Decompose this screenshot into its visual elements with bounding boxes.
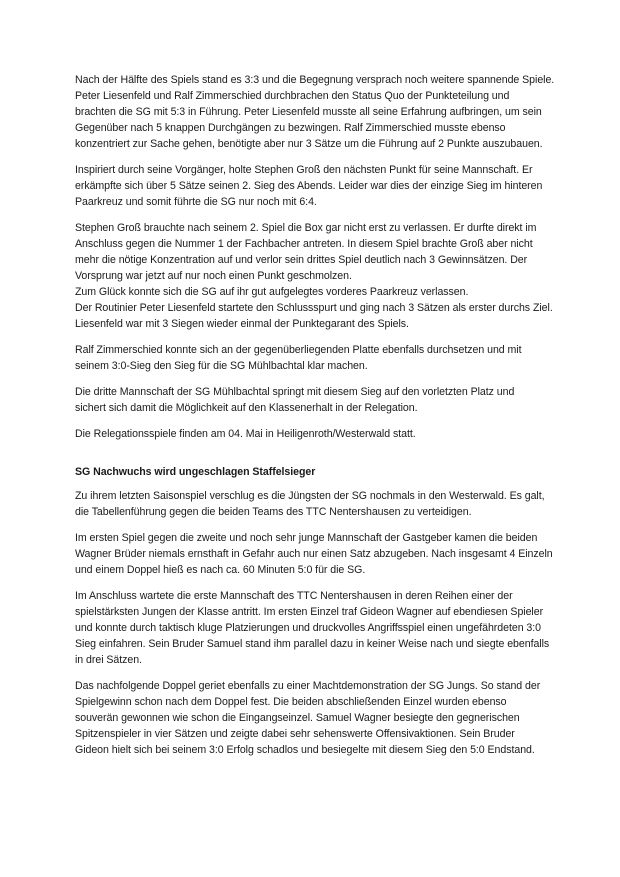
- paragraph-doubles: [75, 678, 555, 758]
- text-line: Zu ihrem letzten Saisonspiel verschlug es die Jüngsten der SG nochmals in den Westerwald. Es galt,: [75, 490, 545, 502]
- paragraph-youth-intro: [75, 488, 555, 520]
- text-line: Ralf Zimmerschied konnte sich an der gegenüberliegenden Platte ebenfalls durchsetzen und mit: [75, 344, 522, 356]
- text-line: Der Routinier Peter Liesenfeld startete den Schlussspurt und ging nach 3 Sätzen als erster durchs Ziel.: [75, 302, 553, 314]
- text-line: Sieg einfahren. Sein Bruder Samuel stand ihm parallel dazu in keiner Weise nach und siegte ebenfalls: [75, 638, 550, 650]
- text-line: brachten die SG mit 5:3 in Führung. Peter Liesenfeld musste all seine Erfahrung aufbringen, um sein: [75, 106, 542, 118]
- text-line: Peter Liesenfeld und Ralf Zimmerschied durchbrachen den Status Quo der Punkteteilung und: [75, 90, 510, 102]
- text-line: Im ersten Spiel gegen die zweite und noch sehr junge Mannschaft der Gastgeber kamen die beiden: [75, 532, 538, 544]
- paragraph-gross-loss: [75, 220, 555, 284]
- text-line: Nach der Hälfte des Spiels stand es 3:3 und die Begegnung versprach noch weitere spannende Spiele.: [75, 74, 555, 86]
- text-line: konzentriert zur Sache gehen, benötigte aber nur 3 Sätze um die Führung auf 2 Punkte auszubauen.: [75, 138, 543, 150]
- text-line: Die Relegationsspiele finden am 04. Mai in Heiligenroth/Westerwald statt.: [75, 428, 416, 440]
- text-line: Gegenüber nach 5 knappen Durchgängen zu bezwingen. Ralf Zimmerschied musste ebenso: [75, 122, 506, 134]
- paragraph-second-match: [75, 588, 555, 668]
- text-line: Wagner Brüder niemals ernsthaft in Gefahr auch nur einen Satz abzugeben. Nach insgesamt 4 Einzeln: [75, 548, 553, 560]
- text-line: und konnte durch taktisch kluge Platzierungen und druckvolles Angriffsspiel einen ungefährdeten 3:0: [75, 622, 542, 634]
- paragraph-liesenfeld: [75, 284, 555, 332]
- text-line: und einem Doppel hieß es nach ca. 60 Minuten 5:0 für die SG.: [75, 564, 366, 576]
- text-line: Paarkreuz und somit führte die SG nur noch mit 6:4.: [75, 196, 317, 208]
- text-line: Liesenfeld war mit 3 Siegen wieder einmal der Punktegarant des Spiels.: [75, 318, 409, 330]
- text-line: Das nachfolgende Doppel geriet ebenfalls zu einer Machtdemonstration der SG Jungs. So stand der: [75, 680, 541, 692]
- text-line: Vorsprung war jetzt auf nur noch einen Punkt geschmolzen.: [75, 270, 352, 282]
- document-page: [75, 72, 555, 768]
- text-line: mehr die nötige Konzentration auf und verlor sein drittes Spiel deutlich nach 3 Gewinnsätzen. Der: [75, 254, 528, 266]
- text-line: in drei Sätzen.: [75, 654, 142, 666]
- text-line: spielstärksten Jungen der Klasse antritt. Im ersten Einzel traf Gideon Wagner auf ebendiesen Spieler: [75, 606, 544, 618]
- text-line: erkämpfte sich über 5 Sätze seinen 2. Sieg des Abends. Leider war dies der einzige Sieg im hinteren: [75, 180, 543, 192]
- text-line: Gideon hielt sich bei seinem 3:0 Erfolg schadlos und besiegelte mit diesem Sieg den 5:0 Endstand.: [75, 744, 535, 756]
- paragraph-gross-win: [75, 162, 555, 210]
- text-line: sichert sich damit die Möglichkeit auf den Klassenerhalt in der Relegation.: [75, 402, 418, 414]
- text-line: die Tabellenführung gegen die beiden Teams des TTC Nentershausen zu verteidigen.: [75, 506, 472, 518]
- paragraph-halftime: [75, 72, 555, 152]
- section-heading: SG Nachwuchs wird ungeschlagen Staffelsieger: [75, 466, 316, 478]
- text-line: Die dritte Mannschaft der SG Mühlbachtal springt mit diesem Sieg auf den vorletzten Platz und: [75, 386, 515, 398]
- text-line: Spielgewinn schon nach dem Doppel fest. Die beiden abschließenden Einzel wurden ebenso: [75, 696, 507, 708]
- text-line: souverän gewonnen wie schon die Eingangseinzel. Samuel Wagner besiegte den gegnerischen: [75, 712, 520, 724]
- text-line: Anschluss gegen die Nummer 1 der Fachbacher antreten. In diesem Spiel brachte Groß aber nicht: [75, 238, 533, 250]
- text-line: Inspiriert durch seine Vorgänger, holte Stephen Groß den nächsten Punkt für seine Mannschaft. Er: [75, 164, 533, 176]
- paragraph-standings: [75, 384, 555, 416]
- paragraph-zimmerschied: [75, 342, 555, 374]
- paragraph-first-match: [75, 530, 555, 578]
- text-line: seinem 3:0-Sieg den Sieg für die SG Mühlbachtal klar machen.: [75, 360, 368, 372]
- text-line: Im Anschluss wartete die erste Mannschaft des TTC Nentershausen in deren Reihen einer der: [75, 590, 513, 602]
- text-line: Stephen Groß brauchte nach seinem 2. Spiel die Box gar nicht erst zu verlassen. Er durfte direkt im: [75, 222, 537, 234]
- text-line: Zum Glück konnte sich die SG auf ihr gut aufgelegtes vorderes Paarkreuz verlassen.: [75, 286, 469, 298]
- paragraph-relegation: [75, 426, 555, 442]
- text-line: Spitzenspieler in vier Sätzen und zeigte dabei sehr sehenswerte Offensivaktionen. Sein Bruder: [75, 728, 515, 740]
